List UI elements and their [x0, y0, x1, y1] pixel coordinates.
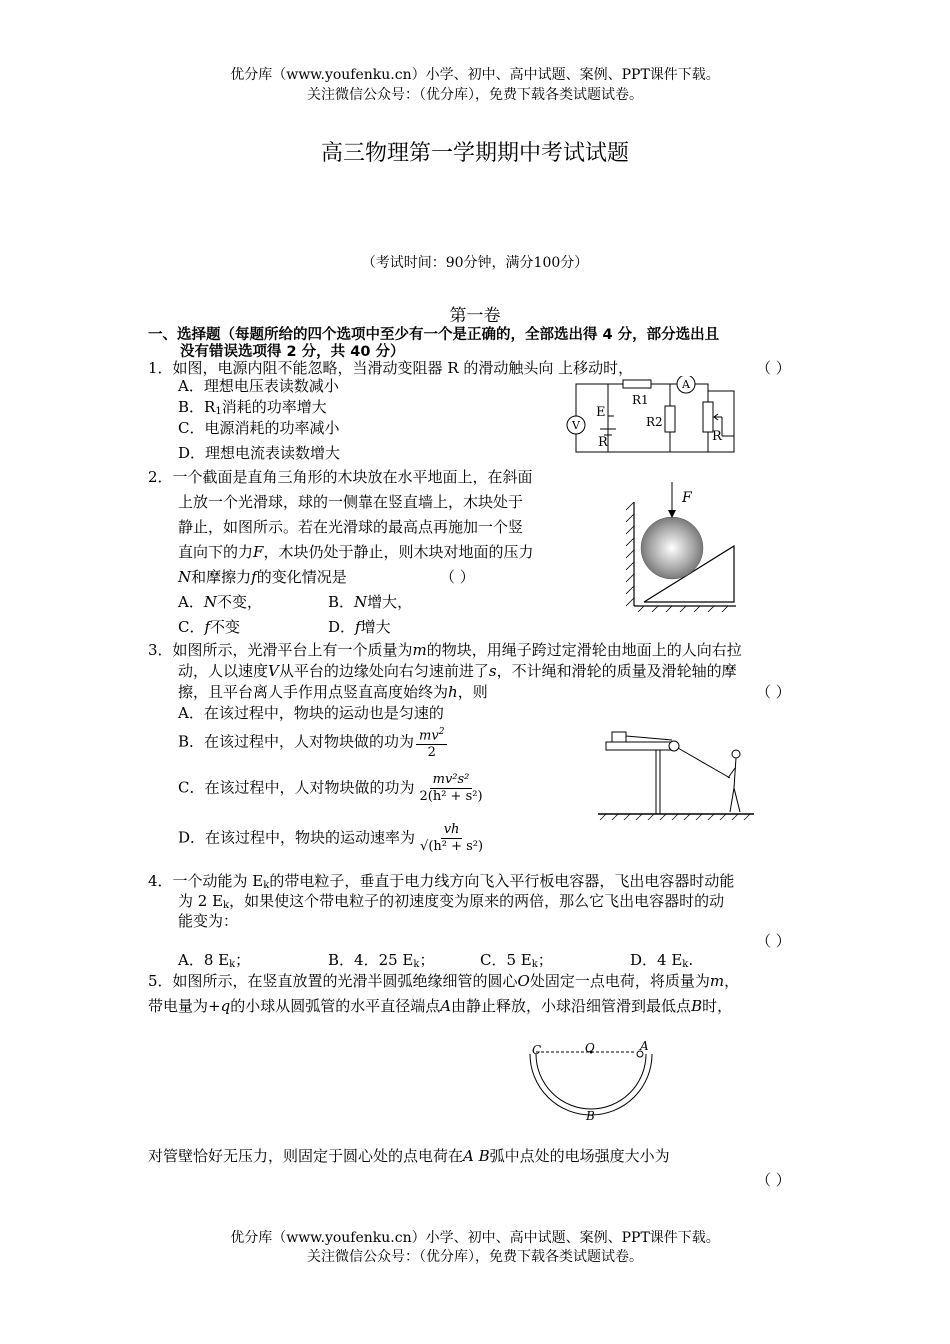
q1-option-d: D．理想电流表读数增大 — [178, 444, 341, 462]
q4-line-1: 4．一个动能为 $E_k$的带电粒子，垂直于电力线方向飞入平行板电容器，飞出电容器时动能 — [148, 872, 735, 891]
section-heading-line-2: 没有错误选项得 2 分，共 40 分） — [180, 344, 405, 360]
q2-option-b: B．N增大， — [328, 593, 413, 611]
q5-line-2: 带电量为+q的小球从圆弧管的水平直径端点A由静止释放，小球沿细管滑到最低点B时， — [148, 997, 733, 1015]
exam-info: （考试时间：90分钟，满分100分） — [361, 255, 589, 271]
footer-line-1: 优分库（www.youfenku.cn）小学、初中、高中试题、案例、PPT课件下载。 — [230, 1230, 720, 1246]
q3-line-2: 动，人以速度V从平台的边缘处向右匀速前进了s，不计绳和滑轮的质量及滑轮轴的摩 — [178, 662, 737, 680]
internal-resistance-label: R — [598, 435, 608, 450]
force-f-label: F — [682, 490, 692, 506]
voltmeter-label: V — [572, 419, 580, 432]
q1-option-b: B．$R_1$消耗的功率增大 — [178, 398, 327, 417]
emf-label: E — [596, 405, 606, 420]
q3-option-a: A．在该过程中，物块的运动也是匀速的 — [178, 704, 444, 722]
q2-answer-paren: （ ） — [440, 568, 475, 586]
q3-option-c: C．在该过程中，人对物块做的功为 $\frac{\text{mv²s²}}{\text{2(h² + s²)}}$ — [178, 772, 483, 804]
part-title: 第一卷 — [449, 306, 501, 326]
q4-line-3: 能变为： — [178, 912, 239, 930]
r2-label: R2 — [646, 415, 663, 429]
q4-option-b: B．4．25 $E_k$； — [328, 951, 435, 970]
q4-line-2: 为 2 $E_k$，如果使这个带电粒子的初速度变为原来的两倍，那么它飞出电容器时的动 — [178, 892, 725, 911]
q5-line-3: 对管壁恰好无压力，则固定于圆心处的点电荷在A B弧中点处的电场强度大小为 — [148, 1147, 670, 1165]
q1-answer-paren: （ ） — [756, 359, 791, 377]
q2-option-d: D．f增大 — [328, 618, 391, 636]
ammeter-label: A — [682, 378, 690, 391]
q3-option-b: B．在该过程中，人对物块做的功为 $\frac{mv^2}{2}$ — [178, 724, 447, 761]
q1-circuit-diagram — [558, 376, 744, 458]
page-title: 高三物理第一学期期中考试试题 — [320, 141, 629, 166]
point-o-label: O — [585, 1041, 595, 1055]
r1-label: R1 — [632, 393, 649, 407]
q2-option-c: C．f不变 — [178, 618, 241, 636]
point-b-label: B — [586, 1109, 595, 1123]
q1-option-a: A．理想电压表读数减小 — [178, 377, 339, 395]
q2-line-1: 2．一个截面是直角三角形的木块放在水平地面上，在斜面 — [148, 468, 533, 486]
q4-option-a: A．8 $E_k$； — [178, 951, 251, 970]
q3-line-1: 3．如图所示，光滑平台上有一个质量为m的物块，用绳子跨过定滑轮由地面上的人向右拉 — [148, 641, 742, 659]
q4-option-c: C．5 $E_k$； — [480, 951, 553, 970]
footer-line-2: 关注微信公众号：（优分库），免费下载各类试题试卷。 — [307, 1249, 643, 1265]
point-c-label: C — [532, 1043, 542, 1057]
q1-stem: 1．如图，电源内阻不能忽略，当滑动变阻器 R 的滑动触头向 上移动时， — [148, 359, 634, 377]
q3-platform-pulley-diagram — [596, 730, 756, 822]
rheostat-label: R — [712, 429, 722, 444]
q5-line-1: 5．如图所示，在竖直放置的光滑半圆弧绝缘细管的圆心O处固定一点电荷，将质量为m， — [148, 972, 740, 990]
header-line-1: 优分库（www.youfenku.cn）小学、初中、高中试题、案例、PPT课件下载。 — [230, 67, 720, 83]
q2-ball-wedge-diagram — [626, 482, 746, 612]
q3-option-d: D．在该过程中，物块的运动速率为 $\frac{vh}{\text{√(h² + s²)}}$ — [178, 822, 484, 854]
q2-option-a: A．N不变， — [178, 593, 262, 611]
q2-line-4: 直向下的力F，木块仍处于静止，则木块对地面的压力 — [178, 543, 534, 561]
q1-option-c: C．电源消耗的功率减小 — [178, 419, 340, 437]
header-line-2: 关注微信公众号：（优分库），免费下载各类试题试卷。 — [307, 87, 643, 103]
q2-line-3: 静止，如图所示。若在光滑球的最高点再施加一个竖 — [178, 518, 524, 536]
q5-answer-paren: （ ） — [756, 1171, 791, 1189]
q5-semicircle-tube-diagram — [526, 1038, 656, 1128]
q4-answer-paren: （ ） — [756, 932, 791, 950]
q4-option-d: D．4 $E_k$. — [630, 951, 694, 970]
q2-line-2: 上放一个光滑球，球的一侧靠在竖直墙上，木块处于 — [178, 493, 524, 511]
q3-line-3: 擦，且平台离人手作用点竖直高度始终为h，则 — [178, 683, 488, 701]
q3-answer-paren: （ ） — [756, 683, 791, 701]
point-a-label: A — [640, 1039, 649, 1053]
section-heading-line-1: 一、选择题（每题所给的四个选项中至少有一个是正确的，全部选出得 4 分，部分选出且 — [148, 327, 720, 343]
q2-line-5: N和摩擦力f的变化情况是 — [178, 568, 347, 586]
